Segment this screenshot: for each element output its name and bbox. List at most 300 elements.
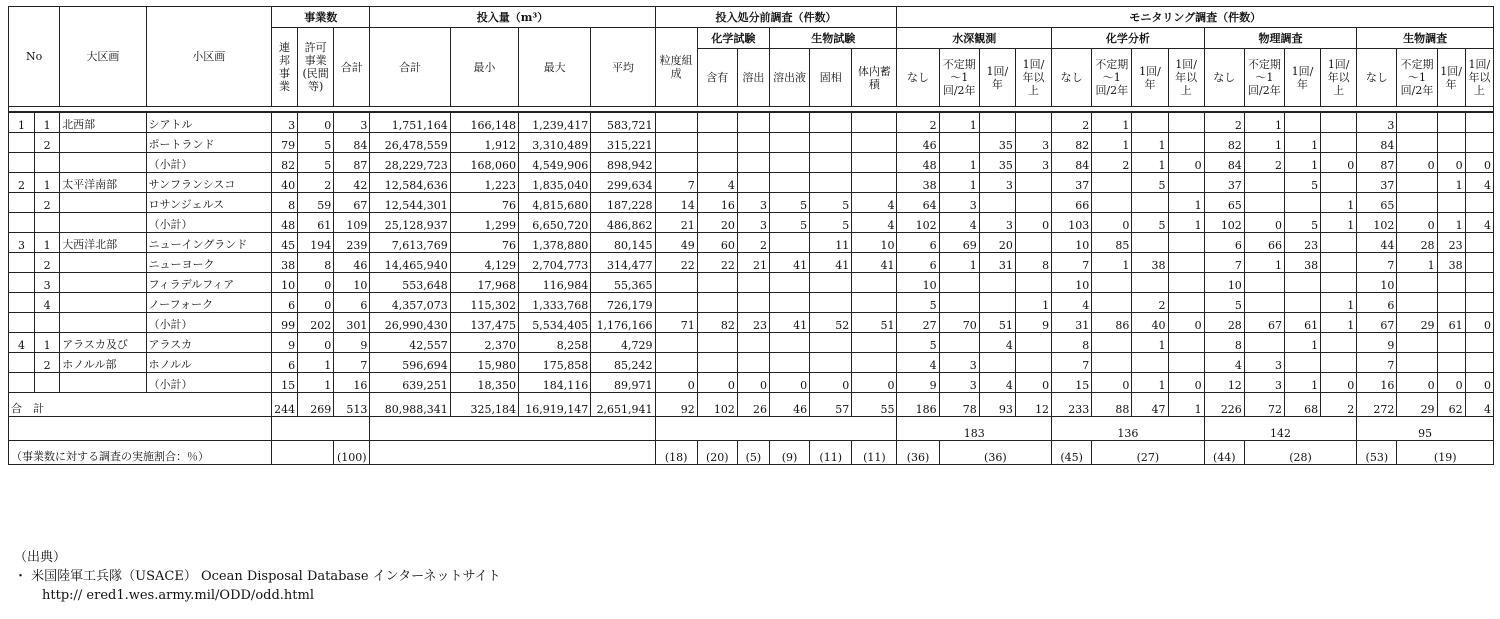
total-value-cell: 16,919,147 xyxy=(518,393,590,417)
value-cell xyxy=(697,273,737,293)
table-body xyxy=(9,107,1494,465)
source-heading: （出典） xyxy=(14,550,67,565)
value-cell xyxy=(1015,333,1051,353)
value-cell xyxy=(1244,333,1284,353)
value-cell: 3,310,489 xyxy=(518,133,590,153)
value-cell: 21 xyxy=(655,213,697,233)
value-cell: 4,357,073 xyxy=(370,293,450,313)
monitored-summary-row xyxy=(9,417,1494,441)
cell-sub: （小計） xyxy=(146,373,271,393)
col-chem-irregular-header: 不定期～1回/2年 xyxy=(1092,49,1132,107)
value-cell xyxy=(939,333,979,353)
value-cell: 0 xyxy=(1168,373,1204,393)
value-cell xyxy=(1321,233,1357,253)
value-cell: 0 xyxy=(1092,213,1132,233)
value-cell: 2 xyxy=(1204,112,1244,133)
value-cell: 5 xyxy=(298,133,334,153)
value-cell: 3 xyxy=(272,112,298,133)
summary-volume-empty xyxy=(370,417,655,441)
value-cell: 28 xyxy=(1204,313,1244,333)
value-cell xyxy=(655,333,697,353)
value-cell: 1,239,417 xyxy=(518,112,590,133)
value-cell: 2 xyxy=(1244,153,1284,173)
value-cell: 55,365 xyxy=(591,273,655,293)
value-cell: 5 xyxy=(897,293,939,313)
value-cell: 239 xyxy=(334,233,370,253)
value-cell xyxy=(1397,193,1437,213)
value-cell xyxy=(769,112,809,133)
value-cell xyxy=(697,333,737,353)
value-cell: 20 xyxy=(697,213,737,233)
value-cell xyxy=(1132,193,1168,213)
value-cell: 194 xyxy=(298,233,334,253)
value-cell: 0 xyxy=(1244,213,1284,233)
bio-test-header: 生物試験 xyxy=(769,28,896,49)
value-cell: 8 xyxy=(1015,253,1051,273)
table-row xyxy=(9,193,1494,213)
cell-sub: （小計） xyxy=(146,153,271,173)
value-cell: 315,221 xyxy=(591,133,655,153)
value-cell: 0 xyxy=(655,373,697,393)
value-cell xyxy=(655,353,697,373)
value-cell: 37 xyxy=(1052,173,1092,193)
ratio-label: （事業数に対する調査の実施割合：％） xyxy=(9,441,272,465)
value-cell: 23 xyxy=(737,313,769,333)
value-cell xyxy=(1465,273,1493,293)
value-cell: 4 xyxy=(939,213,979,233)
value-cell: 2,370 xyxy=(450,333,518,353)
value-cell: 84 xyxy=(1052,153,1092,173)
value-cell: 1 xyxy=(1132,373,1168,393)
value-cell: 65 xyxy=(1357,193,1397,213)
value-cell: 40 xyxy=(272,173,298,193)
value-cell: 299,634 xyxy=(591,173,655,193)
value-cell xyxy=(852,273,897,293)
total-value-cell: 29 xyxy=(1397,393,1437,417)
value-cell: 35 xyxy=(979,133,1015,153)
cell-i: 2 xyxy=(35,133,60,153)
value-cell: 35 xyxy=(979,153,1015,173)
col-bio-yearly-header: 1回/年 xyxy=(1437,49,1465,107)
value-cell xyxy=(1168,233,1204,253)
value-cell xyxy=(1321,173,1357,193)
cell-i: 2 xyxy=(35,253,60,273)
value-cell xyxy=(1092,173,1132,193)
value-cell: 4,549,906 xyxy=(518,153,590,173)
value-cell: 18,350 xyxy=(450,373,518,393)
value-cell: 1,223 xyxy=(450,173,518,193)
value-cell: 12,584,636 xyxy=(370,173,450,193)
cell-sub: サンフランシスコ xyxy=(146,173,271,193)
ratio-chem-none: (45) xyxy=(1052,441,1092,465)
cell-i: 2 xyxy=(35,193,60,213)
pre-survey-header: 投入処分前調査（件数） xyxy=(655,7,897,28)
value-cell: 38 xyxy=(1132,253,1168,273)
value-cell xyxy=(1132,273,1168,293)
value-cell: 67 xyxy=(334,193,370,213)
summary-spacer xyxy=(9,417,272,441)
value-cell: 1 xyxy=(1244,253,1284,273)
value-cell: 3 xyxy=(737,213,769,233)
value-cell xyxy=(1284,293,1320,313)
cell-sub: ノーフォーク xyxy=(146,293,271,313)
value-cell: 9 xyxy=(334,333,370,353)
cell-no xyxy=(9,373,35,393)
value-cell xyxy=(1092,333,1132,353)
total-value-cell: 1 xyxy=(1168,393,1204,417)
value-cell: 8 xyxy=(272,193,298,213)
total-value-cell: 26 xyxy=(737,393,769,417)
total-value-cell: 4 xyxy=(1465,393,1493,417)
value-cell xyxy=(1321,133,1357,153)
value-cell: 1 xyxy=(1244,112,1284,133)
col-chem-elution-header: 溶出 xyxy=(737,49,769,107)
total-value-cell: 72 xyxy=(1244,393,1284,417)
value-cell: 12 xyxy=(1204,373,1244,393)
value-cell: 2,704,773 xyxy=(518,253,590,273)
value-cell: 0 xyxy=(1437,153,1465,173)
value-cell: 0 xyxy=(298,293,334,313)
value-cell: 583,721 xyxy=(591,112,655,133)
cell-region xyxy=(60,273,146,293)
value-cell xyxy=(737,112,769,133)
value-cell: 10 xyxy=(852,233,897,253)
value-cell xyxy=(1092,193,1132,213)
total-value-cell: 102 xyxy=(697,393,737,417)
value-cell xyxy=(1168,273,1204,293)
value-cell: 2 xyxy=(1092,153,1132,173)
col-no-header: No xyxy=(9,7,60,107)
value-cell xyxy=(1437,353,1465,373)
value-cell: 10 xyxy=(1357,273,1397,293)
ratio-bio-liquid: (9) xyxy=(769,441,809,465)
value-cell: 116,984 xyxy=(518,273,590,293)
value-cell: 9 xyxy=(1357,333,1397,353)
value-cell xyxy=(655,153,697,173)
value-cell xyxy=(1015,173,1051,193)
value-cell xyxy=(810,173,852,193)
value-cell: 16 xyxy=(697,193,737,213)
value-cell: 6 xyxy=(272,293,298,313)
projects-header: 事業数 xyxy=(272,7,370,28)
col-subregion-header: 小区画 xyxy=(146,7,271,107)
value-cell: 4 xyxy=(852,213,897,233)
value-cell: 10 xyxy=(1204,273,1244,293)
cell-i: 4 xyxy=(35,293,60,313)
source-item: ・ 米国陸軍工兵隊（USACE） Ocean Disposal Database インターネットサイト xyxy=(14,569,501,584)
value-cell: 7 xyxy=(655,173,697,193)
total-value-cell: 2,651,941 xyxy=(591,393,655,417)
water-monitored-total: 183 xyxy=(897,417,1052,441)
value-cell xyxy=(737,173,769,193)
value-cell xyxy=(1437,273,1465,293)
value-cell: 6 xyxy=(334,293,370,313)
value-cell: 5 xyxy=(810,213,852,233)
value-cell xyxy=(1168,133,1204,153)
table-row xyxy=(9,313,1494,333)
table-row xyxy=(9,233,1494,253)
value-cell xyxy=(1437,133,1465,153)
source-url[interactable]: http:// ered1.wes.army.mil/ODD/odd.html xyxy=(42,588,314,603)
cell-sub: アラスカ xyxy=(146,333,271,353)
value-cell xyxy=(979,273,1015,293)
value-cell: 3 xyxy=(1244,373,1284,393)
cell-region xyxy=(60,313,146,333)
value-cell: 1 xyxy=(1397,253,1437,273)
value-cell xyxy=(1397,293,1437,313)
value-cell xyxy=(810,353,852,373)
value-cell: 84 xyxy=(1357,133,1397,153)
value-cell: 9 xyxy=(1015,313,1051,333)
value-cell xyxy=(852,173,897,193)
value-cell: 82 xyxy=(697,313,737,333)
value-cell xyxy=(1168,253,1204,273)
value-cell xyxy=(1132,353,1168,373)
value-cell xyxy=(1465,112,1493,133)
value-cell xyxy=(1321,112,1357,133)
value-cell: 10 xyxy=(897,273,939,293)
value-cell: 2 xyxy=(897,112,939,133)
value-cell xyxy=(1465,333,1493,353)
value-cell: 28,229,723 xyxy=(370,153,450,173)
value-cell: 2 xyxy=(737,233,769,253)
value-cell xyxy=(655,293,697,313)
total-value-cell: 12 xyxy=(1015,393,1051,417)
table-row xyxy=(9,293,1494,313)
value-cell: 7 xyxy=(334,353,370,373)
value-cell: 45 xyxy=(272,233,298,253)
ratio-total: (100) xyxy=(334,441,370,465)
col-region-header: 大区画 xyxy=(60,7,146,107)
value-cell xyxy=(737,153,769,173)
value-cell: 9 xyxy=(897,373,939,393)
value-cell: 3 xyxy=(939,373,979,393)
total-value-cell: 68 xyxy=(1284,393,1320,417)
value-cell xyxy=(1437,193,1465,213)
value-cell: 0 xyxy=(1092,373,1132,393)
value-cell xyxy=(1465,353,1493,373)
value-cell: 38 xyxy=(897,173,939,193)
value-cell xyxy=(1321,273,1357,293)
value-cell xyxy=(1321,253,1357,273)
cell-i xyxy=(35,313,60,333)
value-cell: 103 xyxy=(1052,213,1092,233)
value-cell xyxy=(1092,293,1132,313)
value-cell: 102 xyxy=(897,213,939,233)
value-cell: 28 xyxy=(1397,233,1437,253)
value-cell xyxy=(1015,193,1051,213)
value-cell: 0 xyxy=(298,112,334,133)
value-cell: 1 xyxy=(1321,313,1357,333)
value-cell: 22 xyxy=(697,253,737,273)
value-cell: 1 xyxy=(1092,112,1132,133)
value-cell: 8,258 xyxy=(518,333,590,353)
value-cell: 0 xyxy=(1397,153,1437,173)
value-cell xyxy=(697,293,737,313)
ratio-empty-volume xyxy=(370,441,655,465)
value-cell: 0 xyxy=(852,373,897,393)
value-cell: 5 xyxy=(1132,213,1168,233)
value-cell xyxy=(737,353,769,373)
value-cell: 1,299 xyxy=(450,213,518,233)
value-cell: 4 xyxy=(1204,353,1244,373)
col-chem-none-header: なし xyxy=(1052,49,1092,107)
value-cell: 80,145 xyxy=(591,233,655,253)
value-cell: 87 xyxy=(1357,153,1397,173)
value-cell xyxy=(737,273,769,293)
value-cell: 38 xyxy=(1437,253,1465,273)
value-cell: 82 xyxy=(1204,133,1244,153)
cell-sub: シアトル xyxy=(146,112,271,133)
value-cell: 51 xyxy=(852,313,897,333)
value-cell: 314,477 xyxy=(591,253,655,273)
value-cell: 61 xyxy=(1284,313,1320,333)
value-cell: 137,475 xyxy=(450,313,518,333)
value-cell: 0 xyxy=(1437,373,1465,393)
value-cell: 7 xyxy=(1357,353,1397,373)
value-cell xyxy=(697,133,737,153)
value-cell: 82 xyxy=(1052,133,1092,153)
cell-region xyxy=(60,133,146,153)
cell-sub: ニューイングランド xyxy=(146,233,271,253)
value-cell: 1 xyxy=(1284,153,1320,173)
value-cell: 89,971 xyxy=(591,373,655,393)
value-cell: 4,815,680 xyxy=(518,193,590,213)
value-cell: 7 xyxy=(1052,253,1092,273)
value-cell: 0 xyxy=(1465,373,1493,393)
water-depth-header: 水深観測 xyxy=(897,28,1052,49)
value-cell: 99 xyxy=(272,313,298,333)
cell-region xyxy=(60,193,146,213)
value-cell: 3 xyxy=(979,213,1015,233)
value-cell: 0 xyxy=(1321,373,1357,393)
value-cell: 0 xyxy=(1015,213,1051,233)
value-cell xyxy=(1397,353,1437,373)
value-cell: 5 xyxy=(810,193,852,213)
value-cell: 3 xyxy=(1015,153,1051,173)
cell-no xyxy=(9,293,35,313)
bio-survey-header: 生物調査 xyxy=(1357,28,1494,49)
value-cell: 5 xyxy=(1132,173,1168,193)
value-cell: 87 xyxy=(334,153,370,173)
cell-sub: （小計） xyxy=(146,213,271,233)
value-cell xyxy=(810,133,852,153)
value-cell xyxy=(1465,133,1493,153)
value-cell xyxy=(1168,353,1204,373)
value-cell xyxy=(939,293,979,313)
cell-region xyxy=(60,253,146,273)
value-cell: 40 xyxy=(1132,313,1168,333)
value-cell: 102 xyxy=(1357,213,1397,233)
cell-i xyxy=(35,153,60,173)
value-cell: 76 xyxy=(450,233,518,253)
value-cell: 168,060 xyxy=(450,153,518,173)
value-cell: 25,128,937 xyxy=(370,213,450,233)
value-cell: 31 xyxy=(1052,313,1092,333)
value-cell: 46 xyxy=(897,133,939,153)
total-value-cell: 78 xyxy=(939,393,979,417)
col-chem-content-header: 含有 xyxy=(697,49,737,107)
value-cell: 66 xyxy=(1052,193,1092,213)
value-cell: 10 xyxy=(1052,233,1092,253)
value-cell xyxy=(1244,173,1284,193)
total-label: 合 計 xyxy=(9,393,272,417)
value-cell: 486,862 xyxy=(591,213,655,233)
value-cell xyxy=(939,273,979,293)
value-cell: 639,251 xyxy=(370,373,450,393)
cell-sub: ホノルル xyxy=(146,353,271,373)
value-cell: 76 xyxy=(450,193,518,213)
value-cell xyxy=(1397,112,1437,133)
value-cell: 1 xyxy=(939,153,979,173)
total-value-cell: 269 xyxy=(298,393,334,417)
value-cell: 14 xyxy=(655,193,697,213)
value-cell: 0 xyxy=(1321,153,1357,173)
value-cell: 85,242 xyxy=(591,353,655,373)
volume-header: 投入量（m³） xyxy=(370,7,655,28)
ratio-water-none: (36) xyxy=(897,441,939,465)
value-cell: 5 xyxy=(298,153,334,173)
value-cell: 1 xyxy=(1092,133,1132,153)
total-value-cell: 244 xyxy=(272,393,298,417)
cell-no: 1 xyxy=(9,112,35,133)
value-cell: 0 xyxy=(810,373,852,393)
value-cell xyxy=(1321,333,1357,353)
cell-no: 4 xyxy=(9,333,35,353)
source-note xyxy=(14,548,501,605)
col-phys-more-header: 1回/年以上 xyxy=(1321,49,1357,107)
col-bio-irregular-header: 不定期～1回/2年 xyxy=(1397,49,1437,107)
ratio-bio-body: (11) xyxy=(852,441,897,465)
total-value-cell: 55 xyxy=(852,393,897,417)
value-cell: 61 xyxy=(1437,313,1465,333)
cell-sub: ニューヨーク xyxy=(146,253,271,273)
value-cell: 0 xyxy=(1397,213,1437,233)
value-cell xyxy=(1397,173,1437,193)
value-cell: 41 xyxy=(769,313,809,333)
value-cell: 16 xyxy=(334,373,370,393)
value-cell xyxy=(1465,193,1493,213)
ratio-grain: (18) xyxy=(655,441,697,465)
value-cell: 4 xyxy=(697,173,737,193)
value-cell: 44 xyxy=(1357,233,1397,253)
value-cell: 4 xyxy=(979,333,1015,353)
value-cell: 0 xyxy=(1465,313,1493,333)
value-cell: 27 xyxy=(897,313,939,333)
value-cell: 1 xyxy=(1168,213,1204,233)
total-value-cell: 272 xyxy=(1357,393,1397,417)
value-cell xyxy=(1168,333,1204,353)
value-cell xyxy=(769,353,809,373)
value-cell: 1 xyxy=(298,353,334,373)
cell-no xyxy=(9,153,35,173)
value-cell xyxy=(1244,293,1284,313)
value-cell: 8 xyxy=(1052,333,1092,353)
value-cell xyxy=(769,173,809,193)
value-cell: 41 xyxy=(769,253,809,273)
value-cell: 26,990,430 xyxy=(370,313,450,333)
total-value-cell: 226 xyxy=(1204,393,1244,417)
value-cell: 59 xyxy=(298,193,334,213)
col-volume-max-header: 最大 xyxy=(518,28,590,107)
value-cell: 15 xyxy=(272,373,298,393)
value-cell: 7,613,769 xyxy=(370,233,450,253)
value-cell: 1 xyxy=(1244,133,1284,153)
cell-region xyxy=(60,153,146,173)
col-bio-liquid-header: 溶出液 xyxy=(769,49,809,107)
value-cell xyxy=(979,293,1015,313)
ratio-phys-done: (28) xyxy=(1244,441,1356,465)
